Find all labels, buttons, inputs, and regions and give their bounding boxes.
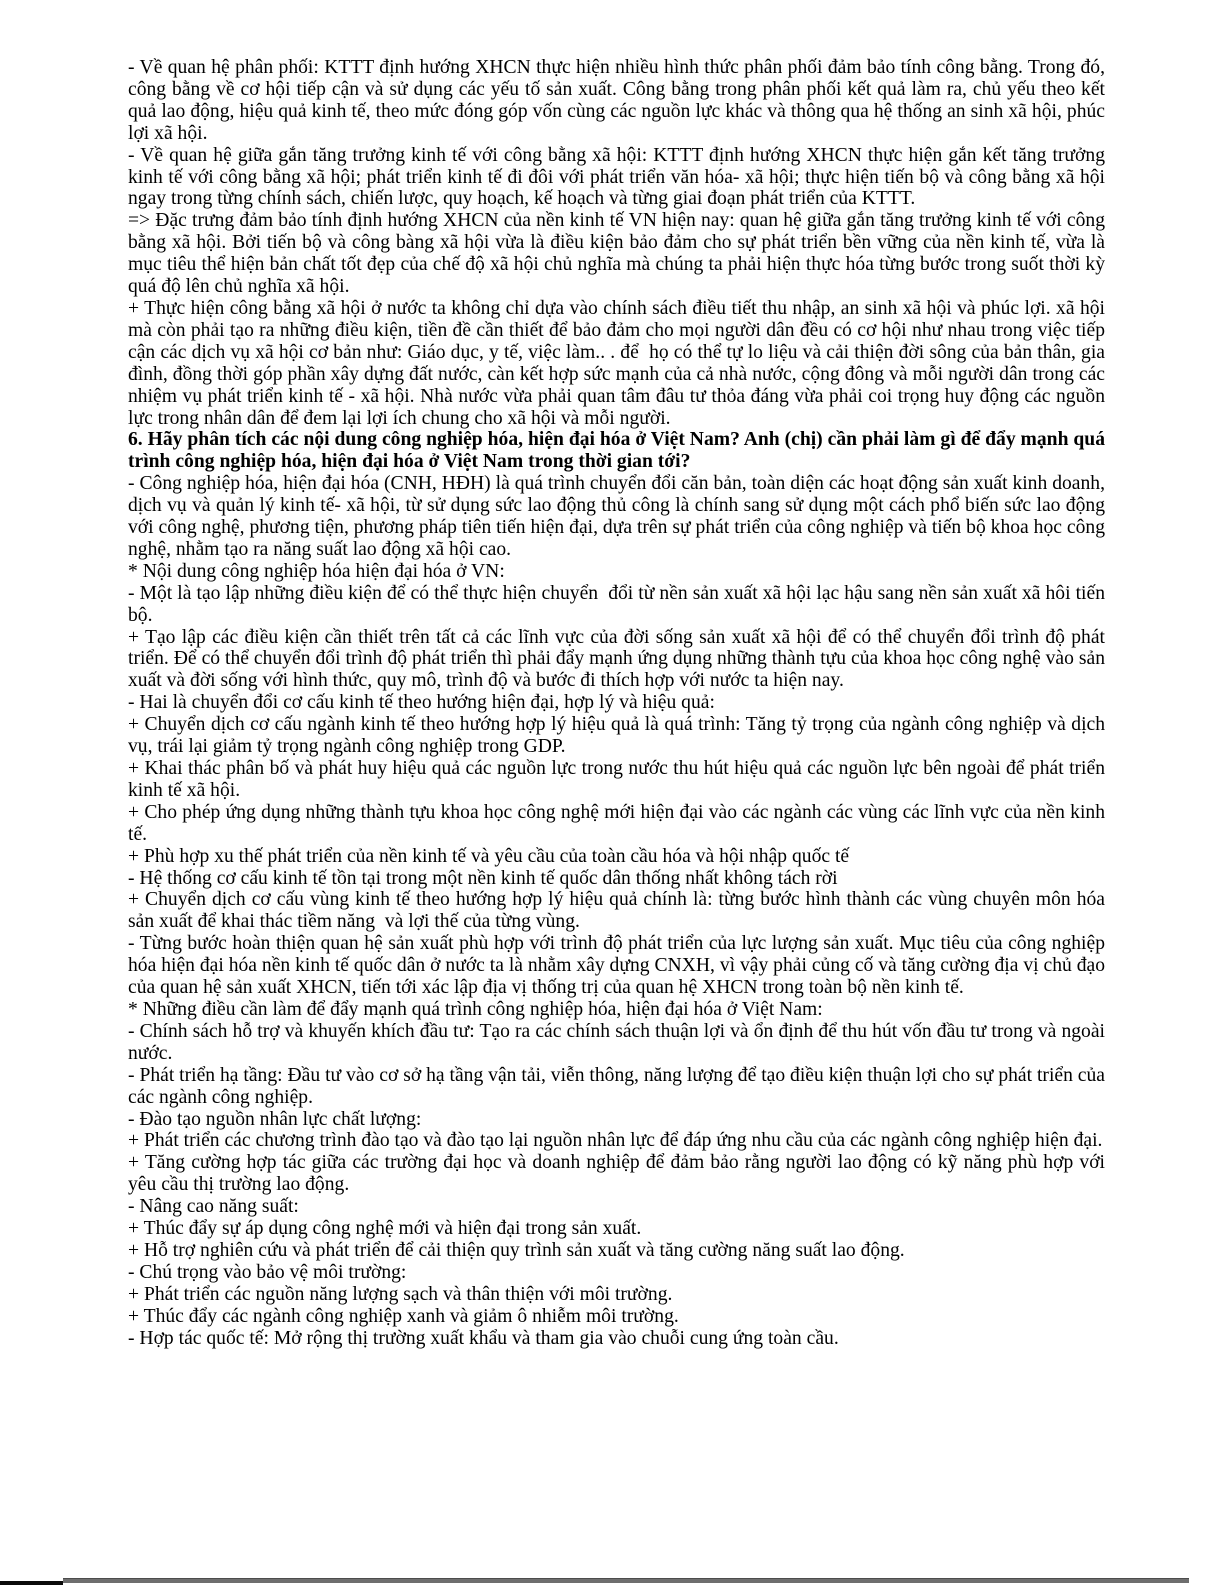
paragraph: + Thúc đẩy sự áp dụng công nghệ mới và hiện đại trong sản xuất. (128, 1218, 642, 1240)
paragraph: - Công nghiệp hóa, hiện đại hóa (CNH, HĐH) là quá trình chuyển đổi căn bản, toàn diện các hoạt động sản xuất kinh doanh, dịch vụ và quản lý kinh tế- xã hội, từ sử dụng sức lao động thủ công là chính sang sử dụng một cách phổ biến sức lao động với công nghệ, phương tiện, phương pháp tiên tiến hiện đại, dựa trên sự phát triển của công nghiệp và tiến bộ khoa học công nghệ, nhằm tạo ra năng suất lao động xã hội cao. (128, 473, 1105, 560)
paragraph: + Khai thác phân bố và phát huy hiệu quả các nguồn lực trong nước thu hút hiệu quả các nguồn lực bên ngoài để phát triển kinh tế xã hội. (128, 758, 1105, 801)
paragraph: + Phát triển các nguồn năng lượng sạch và thân thiện với môi trường. (128, 1283, 673, 1305)
paragraph: + Hỗ trợ nghiên cứu và phát triển để cải thiện quy trình sản xuất và tăng cường năng suất lao động. (128, 1239, 905, 1261)
paragraph: + Chuyển dịch cơ cấu ngành kinh tế theo hướng hợp lý hiệu quả là quá trình: Tăng tỷ trọng của ngành công nghiệp và dịch vụ, trái lại giảm tỷ trọng ngành công nghiệp trong GDP. (128, 714, 1105, 758)
paragraph: - Chính sách hỗ trợ và khuyến khích đầu tư: Tạo ra các chính sách thuận lợi và ổn định để thu hút vốn đầu tư trong và ngoài nước. (128, 1020, 1105, 1064)
question-6-heading: 6. Hãy phân tích các nội dung công nghiệp hóa, hiện đại hóa ở Việt Nam? Anh (chị) cần phải làm gì để đẩy mạnh quá trình công nghiệp hóa, hiện đại hóa ở Việt Nam trong thời gian tới? (128, 429, 1105, 473)
paragraph: + Tăng cường hợp tác giữa các trường đại học và doanh nghiệp để đảm bảo rằng người lao động có kỹ năng phù hợp với yêu cầu thị trường lao động. (128, 1152, 1105, 1196)
document-text-block (128, 57, 1105, 1349)
paragraph: - Về quan hệ giữa gắn tăng trưởng kinh tế với công bằng xã hội: KTTT định hướng XHCN thực hiện gắn kết tăng trưởng kinh tế với công bằng xã hội; phát triển kinh tế đi đôi với phát triển văn hóa- xã hội; thực hiện tiến bộ và công bằng xã hội ngay trong từng chính sách, chiến lược, quy hoạch, kế hoạch và từng giai đoạn phát triển của KTTT. (128, 144, 1105, 210)
paragraph: - Về quan hệ phân phối: KTTT định hướng XHCN thực hiện nhiều hình thức phân phối đảm bảo tính công bằng. Trong đó, công bằng về cơ hội tiếp cận và sử dụng các yếu tố sản xuất. Công bằng trong phân phối kết quả làm ra, chủ yếu theo kết quả lao động, hiệu quả kinh tế, theo mức đóng góp vốn cùng các nguồn lực khác và thông qua hệ thống an sinh xã hội, phúc lợi xã hội. (128, 57, 1105, 144)
paragraph: + Thực hiện công bằng xã hội ở nước ta không chỉ dựa vào chính sách điều tiết thu nhập, an sinh xã hội và phúc lợi. xã hội mà còn phải tạo ra những điều kiện, tiền đề cần thiết để bảo đảm cho mọi người dân đều có cơ hội như nhau trong việc tiếp cận các dịch vụ xã hội cơ bản như: Giáo dục, y tế, việc làm.. . để họ có thể tự lo liệu và cải thiện đời sông của bản thân, gia đình, đồng thời góp phần xây dựng đất nước, càn kết hợp sức mạnh của cả nhà nước, cộng đông và mỗi người dân trong các nhiệm vụ phát triển kinh tế - xã hội. Nhà nước vừa phải quan tâm đâu tư thỏa đáng vừa phải coi trọng huy động các nguồn lực trong nhân dân để đem lại lợi ích chung cho xã hội và mỗi người. (128, 297, 1105, 429)
paragraph: + Chuyển dịch cơ cấu vùng kinh tế theo hướng hợp lý hiệu quả chính là: từng bước hình thành các vùng chuyên môn hóa sản xuất để khai thác tiềm năng và lợi thế của từng vùng. (128, 889, 1105, 933)
bottom-edge-gray-strip (63, 1578, 1189, 1583)
paragraph: - Nâng cao năng suất: (128, 1196, 299, 1218)
paragraph: + Cho phép ứng dụng những thành tựu khoa học công nghệ mới hiện đại vào các ngành các vùng các lĩnh vực của nền kinh tế. (128, 801, 1105, 845)
paragraph: + Phát triển các chương trình đào tạo và đào tạo lại nguồn nhân lực để đáp ứng nhu cầu của các ngành công nghiệp hiện đại. (128, 1130, 1103, 1152)
paragraph: - Hợp tác quốc tế: Mở rộng thị trường xuất khẩu và tham gia vào chuỗi cung ứng toàn cầu. (128, 1327, 839, 1349)
paragraph: + Tạo lập các điều kiện cần thiết trên tất cả các lĩnh vực của đời sống sản xuất xã hội để có thể chuyển đổi trình độ phát triển. Để có thể chuyển đổi trình độ phát triển thì phải đẩy mạnh ứng dụng những thành tựu của khoa học công nghệ vào sản xuất và đời sống với hình thức, quy mô, trình độ và bước đi thích hợp với nước ta hiện nay. (128, 626, 1105, 692)
paragraph: - Phát triển hạ tầng: Đầu tư vào cơ sở hạ tầng vận tải, viễn thông, năng lượng để tạo điều kiện thuận lợi cho sự phát triển của các ngành công nghiệp. (128, 1064, 1105, 1108)
paragraph: + Thúc đẩy các ngành công nghiệp xanh và giảm ô nhiễm môi trường. (128, 1305, 679, 1327)
section-label: * Nội dung công nghiệp hóa hiện đại hóa ở VN: (128, 560, 505, 582)
bottom-edge-black-strip (0, 1581, 63, 1585)
paragraph: - Hệ thống cơ cấu kinh tế tồn tại trong một nền kinh tế quốc dân thống nhất không tách rời (128, 867, 838, 889)
paragraph: - Hai là chuyển đổi cơ cấu kinh tế theo hướng hiện đại, hợp lý và hiệu quả: (128, 692, 715, 714)
paragraph: - Chú trọng vào bảo vệ môi trường: (128, 1261, 407, 1283)
paragraph: - Từng bước hoàn thiện quan hệ sản xuất phù hợp với trình độ phát triển của lực lượng sản xuất. Mục tiêu của công nghiệp hóa hiện đại hóa nền kinh tế quốc dân ở nước ta là nhằm xây dựng CNXH, vì vậy phải củng cố và tăng cường địa vị chủ đạo của quan hệ sản xuất XHCN, tiến tới xác lập địa vị thống trị của quan hệ XHCN trong toàn bộ nền kinh tế. (128, 933, 1105, 999)
paragraph: + Phù hợp xu thế phát triển của nền kinh tế và yêu cầu của toàn cầu hóa và hội nhập quốc tế (128, 845, 850, 867)
paragraph: - Đào tạo nguồn nhân lực chất lượng: (128, 1108, 422, 1130)
paragraph: => Đặc trưng đảm bảo tính định hướng XHCN của nền kinh tế VN hiện nay: quan hệ giữa gắn tăng trưởng kinh tế với công bằng xã hội. Bởi tiến bộ và công bàng xã hội vừa là điều kiện bảo đảm cho sự phát triển bền vững của nền kinh tế, vừa là mục tiêu thể hiện bản chất tốt đẹp của chế độ xã hội chủ nghĩa mà chúng ta phải hiện thực hóa từng bước trong suốt thời kỳ quá độ lên chủ nghĩa xã hội. (128, 210, 1105, 298)
paragraph: - Một là tạo lập những điều kiện để có thể thực hiện chuyển đổi từ nền sản xuất xã hội lạc hậu sang nền sản xuất xã hôi tiến bộ. (128, 582, 1105, 626)
section-label: * Những điều cần làm để đẩy mạnh quá trình công nghiệp hóa, hiện đại hóa ở Việt Nam: (128, 998, 823, 1020)
